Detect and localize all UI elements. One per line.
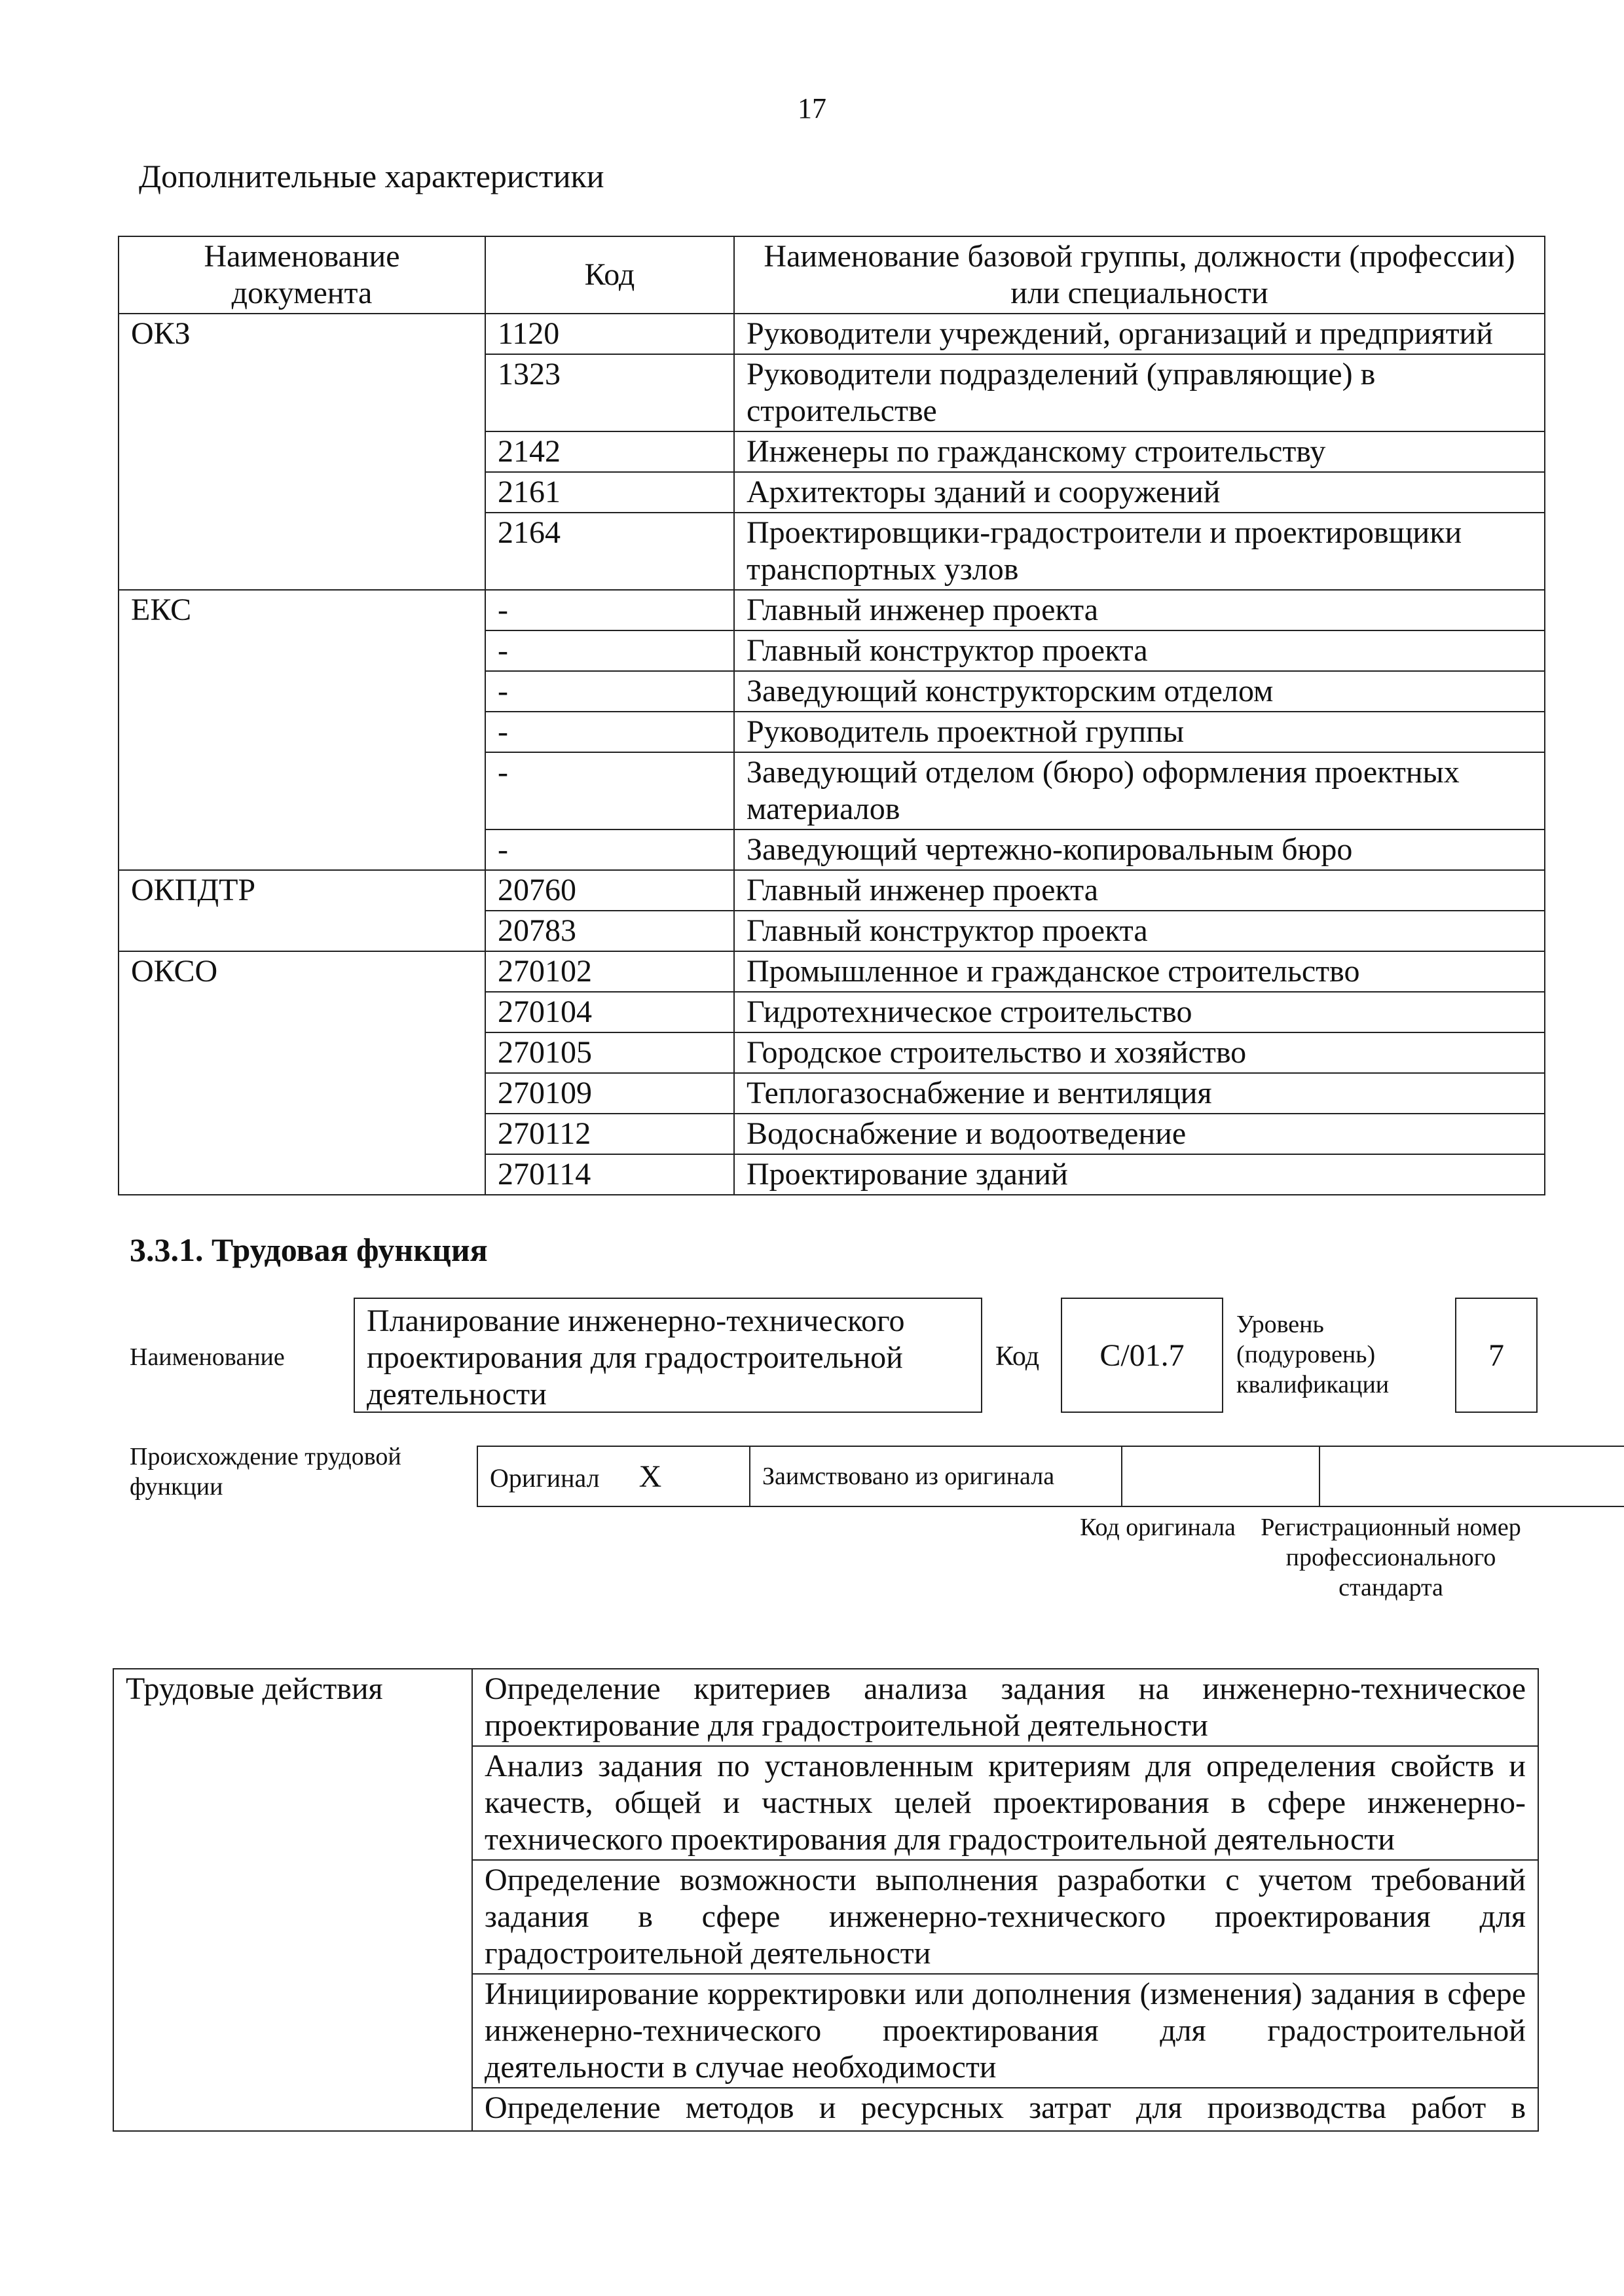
name-cell: Заведующий отделом (бюро) оформления проектных материалов	[734, 752, 1545, 829]
code-cell: -	[485, 671, 734, 712]
section-title: Дополнительные характеристики	[139, 158, 604, 194]
code-original-caption: Код оригинала	[1080, 1514, 1236, 1541]
labor-action-item: Определение возможности выполнения разработки с учетом требований задания в сфере инженерно-технического проектирования для градостроительной деятельности	[472, 1860, 1538, 1974]
labor-function-title: 3.3.1. Трудовая функция	[130, 1231, 488, 1268]
name-cell: Теплогазоснабжение и вентиляция	[734, 1073, 1545, 1114]
labor-action-item: Определение методов и ресурсных затрат для производства работ в	[485, 2090, 1526, 2125]
level-label: Уровень (подуровень) квалификации	[1236, 1311, 1390, 1398]
original-cell	[477, 1446, 750, 1506]
name-cell: Гидротехническое строительство	[734, 992, 1545, 1032]
header-group-name: Наименование базовой группы, должности (профессии) или специальности	[734, 236, 1545, 314]
code-cell: -	[485, 829, 734, 870]
code-cell: 2161	[485, 472, 734, 513]
name-cell: Главный инженер проекта	[734, 590, 1545, 630]
header-doc-name: Наименование документа	[119, 236, 485, 314]
code-cell: -	[485, 590, 734, 630]
origin-table	[477, 1446, 1624, 1507]
header-code: Код	[485, 236, 734, 314]
table-row	[119, 314, 1545, 354]
code-cell: 20783	[485, 911, 734, 951]
labor-action-item: Анализ задания по установленным критериям для определения свойств и качеств, общей и частных целей проектирования в сфере инженерно-технического проектирования для градостроительной деятельности	[472, 1746, 1538, 1860]
name-cell: Заведующий конструкторским отделом	[734, 671, 1545, 712]
original-mark: Х	[638, 1459, 662, 1494]
name-cell: Руководители учреждений, организаций и предприятий	[734, 314, 1545, 354]
code-label: Код	[995, 1341, 1040, 1372]
labor-action-item: Определение критериев анализа задания на инженерно-техническое проектирование для градостроительной деятельности	[472, 1669, 1538, 1746]
name-label: Наименование	[130, 1343, 285, 1371]
doc-cell: ОКСО	[119, 951, 485, 1195]
function-name-box: Планирование инженерно-технического проектирования для градостроительной деятельности	[354, 1298, 982, 1413]
name-cell: Проектирование зданий	[734, 1154, 1545, 1195]
name-cell: Инженеры по гражданскому строительству	[734, 431, 1545, 472]
borrowed-code-cell	[1122, 1446, 1320, 1506]
name-cell: Главный конструктор проекта	[734, 630, 1545, 671]
code-cell: -	[485, 630, 734, 671]
doc-cell: ОКПДТР	[119, 870, 485, 951]
code-cell: -	[485, 712, 734, 752]
borrowed-reg-cell	[1320, 1446, 1624, 1506]
name-cell: Руководитель проектной группы	[734, 712, 1545, 752]
registration-number-caption: Регистрационный номер профессионального стандарта	[1261, 1514, 1521, 1601]
name-cell: Водоснабжение и водоотведение	[734, 1114, 1545, 1154]
labor-action-item-cell	[472, 2088, 1538, 2131]
name-cell: Архитекторы зданий и сооружений	[734, 472, 1545, 513]
labor-actions-table	[113, 1668, 1539, 2132]
code-cell: 1120	[485, 314, 734, 354]
code-cell: 2164	[485, 513, 734, 590]
table-row	[119, 870, 1545, 911]
code-cell: 270112	[485, 1114, 734, 1154]
original-label: Оригинал	[490, 1463, 600, 1493]
qualification-level-value: 7	[1488, 1338, 1504, 1373]
code-cell: -	[485, 752, 734, 829]
doc-cell: ЕКС	[119, 590, 485, 870]
table-row	[119, 590, 1545, 630]
code-cell: 270104	[485, 992, 734, 1032]
qualification-level-box	[1455, 1298, 1538, 1413]
borrowed-label: Заимствовано из оригинала	[750, 1446, 1122, 1506]
function-code-box	[1061, 1298, 1223, 1413]
name-cell: Проектировщики-градостроители и проектировщики транспортных узлов	[734, 513, 1545, 590]
name-cell: Главный инженер проекта	[734, 870, 1545, 911]
table-row	[119, 951, 1545, 992]
name-cell: Городское строительство и хозяйство	[734, 1032, 1545, 1073]
page-number: 17	[798, 92, 826, 124]
code-cell: 270102	[485, 951, 734, 992]
code-cell: 2142	[485, 431, 734, 472]
code-cell: 270114	[485, 1154, 734, 1195]
labor-action-item: Инициирование корректировки или дополнения (изменения) задания в сфере инженерно-технического проектирования для градостроительной деятельности в случае необходимости	[472, 1974, 1538, 2088]
doc-cell: ОКЗ	[119, 314, 485, 590]
characteristics-table	[118, 236, 1545, 1195]
code-cell: 1323	[485, 354, 734, 431]
origin-label: Происхождение трудовой функции	[130, 1443, 401, 1501]
function-code-value: С/01.7	[1099, 1338, 1185, 1373]
table-row	[113, 1669, 1538, 1746]
code-cell: 270105	[485, 1032, 734, 1073]
code-cell: 20760	[485, 870, 734, 911]
table-header-row	[119, 236, 1545, 314]
name-cell: Руководители подразделений (управляющие) в строительстве	[734, 354, 1545, 431]
labor-actions-label: Трудовые действия	[113, 1669, 472, 2131]
name-cell: Промышленное и гражданское строительство	[734, 951, 1545, 992]
name-cell: Заведующий чертежно-копировальным бюро	[734, 829, 1545, 870]
name-cell: Главный конструктор проекта	[734, 911, 1545, 951]
code-cell: 270109	[485, 1073, 734, 1114]
